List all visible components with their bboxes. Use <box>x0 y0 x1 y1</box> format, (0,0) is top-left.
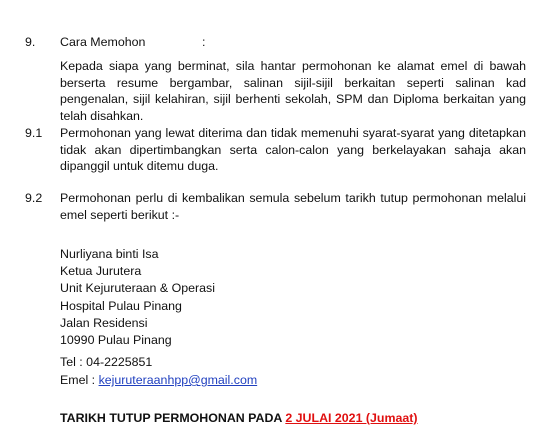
closing-label: TARIKH TUTUP PERMOHONAN PADA <box>60 411 286 425</box>
address-position: Ketua Jurutera <box>60 264 142 279</box>
address-city: 10990 Pulau Pinang <box>60 333 172 348</box>
section-heading-cara-memohon: Cara Memohon <box>60 35 146 49</box>
address-hospital: Hospital Pulau Pinang <box>60 298 182 313</box>
contact-email-line <box>60 372 257 388</box>
address-street: Jalan Residensi <box>60 315 148 330</box>
contact-tel-line <box>60 354 152 370</box>
section-number-9-2: 9.2 <box>25 191 43 205</box>
section-number-9-1: 9.1 <box>25 126 43 140</box>
tel-label: Tel : <box>60 355 87 369</box>
section-9-2-paragraph: Permohonan perlu di kembalikan semula sebelum tarikh tutup permohonan melalui emel seperti berikut :- <box>60 191 526 222</box>
address-block <box>60 246 215 349</box>
section-9-paragraph: Kepada siapa yang berminat, sila hantar permohonan ke alamat emel di bawah berserta resume bergambar, salinan sijil-sijil berkaitan seperti salinan kad pengenalan, sijil kelahiran, sijil berhenti sekolah, SPM dan Diploma berkaitan yang telah disahkan. <box>60 59 526 123</box>
address-unit: Unit Kejuruteraan & Operasi <box>60 281 215 296</box>
section-9-1-paragraph: Permohonan yang lewat diterima dan tidak memenuhi syarat-syarat yang ditetapkan tidak akan dipertimbangkan serta calon-calon yang berkelayakan sahaja akan dipanggil untuk ditemu duga. <box>60 126 526 174</box>
closing-date-line <box>60 410 418 426</box>
heading-colon: : <box>202 35 206 49</box>
email-label: Emel : <box>60 373 99 387</box>
tel-number: 04-2225851 <box>86 355 153 369</box>
address-name: Nurliyana binti Isa <box>60 247 159 261</box>
email-link[interactable]: kejuruteraanhpp@gmail.com <box>98 373 258 387</box>
closing-date: 2 JULAI 2021 (Jumaat) <box>285 411 418 425</box>
section-number-9: 9. <box>25 35 36 49</box>
